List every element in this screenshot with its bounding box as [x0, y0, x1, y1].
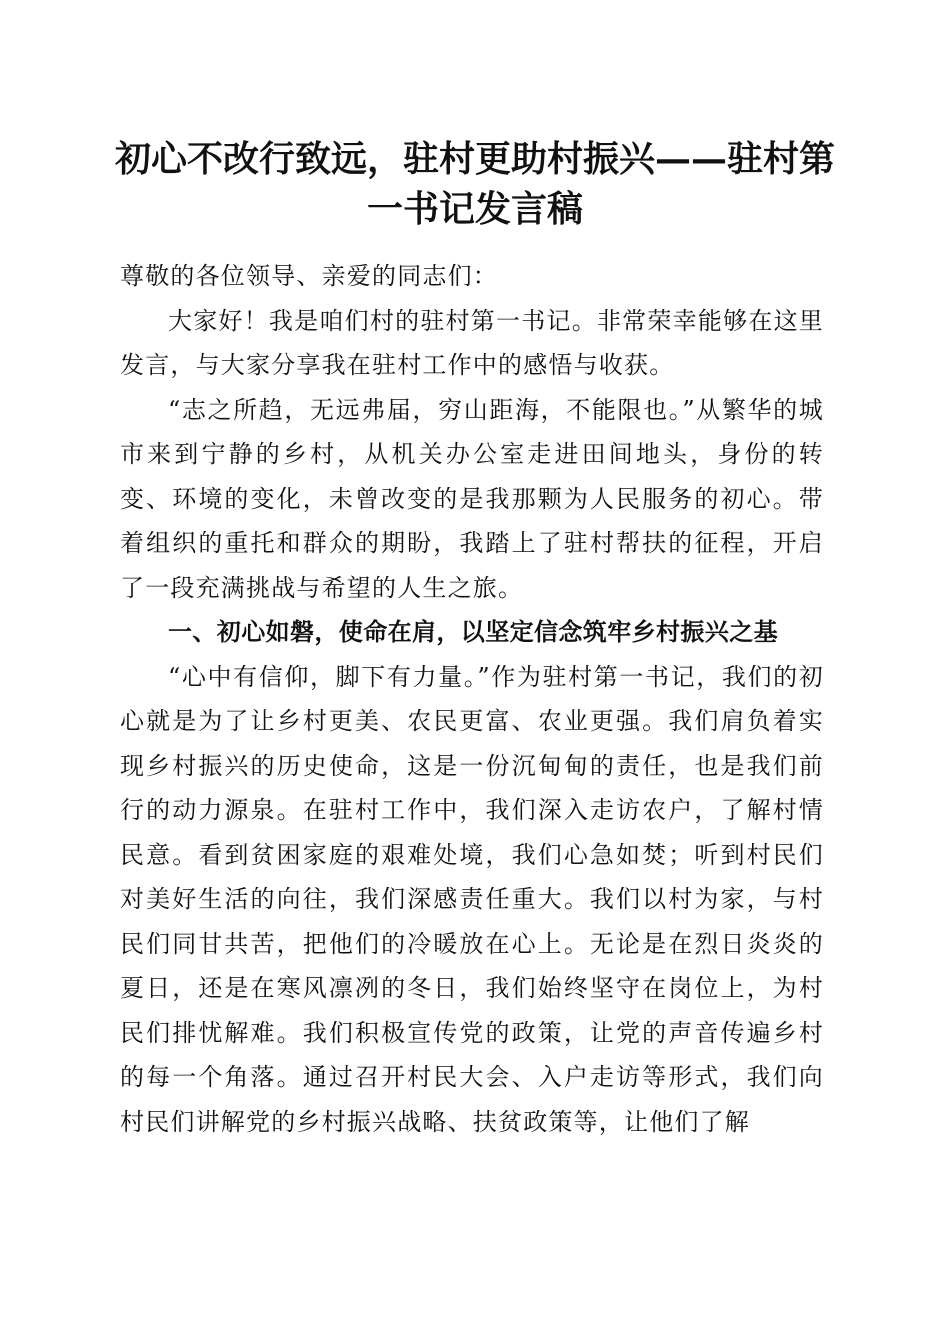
- section-heading: 一、初心如磐，使命在肩，以坚定信念筑牢乡村振兴之基: [168, 618, 778, 646]
- document-title: 初心不改行致远，驻村更助村振兴——驻村第一书记发言稿: [114, 138, 835, 230]
- paragraph-intro: “志之所趋，无远弗届，穷山距海，不能限也。”从繁华的城市来到宁静的乡村，从机关办公室走进田间地头，身份的转变、环境的变化，未曾改变的是我那颗为人民服务的初心。带着组织的重托和群众的期盼，我踏上了驻村帮扶的征程，开启了一段充满挑战与希望的人生之旅。: [120, 395, 824, 602]
- document-body: [120, 254, 824, 1144]
- paragraph-greeting: 大家好！我是咱们村的驻村第一书记。非常荣幸能够在这里发言，与大家分享我在驻村工作中的感悟与收获。: [120, 306, 824, 379]
- paragraph-section-one: “心中有信仰，脚下有力量。”作为驻村第一书记，我们的初心就是为了让乡村更美、农民更富、农业更强。我们肩负着实现乡村振兴的历史使命，这是一份沉甸甸的责任，也是我们前行的动力源泉。在驻村工作中，我们深入走访农户，了解村情民意。看到贫困家庭的艰难处境，我们心急如焚；听到村民们对美好生活的向往，我们深感责任重大。我们以村为家，与村民们同甘共苦，把他们的冷暖放在心上。无论是在烈日炎炎的夏日，还是在寒风凛冽的冬日，我们始终坚守在岗位上，为村民们排忧解难。我们积极宣传党的政策，让党的声音传遍乡村的每一个角落。通过召开村民大会、入户走访等形式，我们向村民们讲解党的乡村振兴战略、扶贫政策等，让他们了解: [120, 662, 824, 1136]
- salutation: 尊敬的各位领导、亲爱的同志们：: [120, 262, 498, 290]
